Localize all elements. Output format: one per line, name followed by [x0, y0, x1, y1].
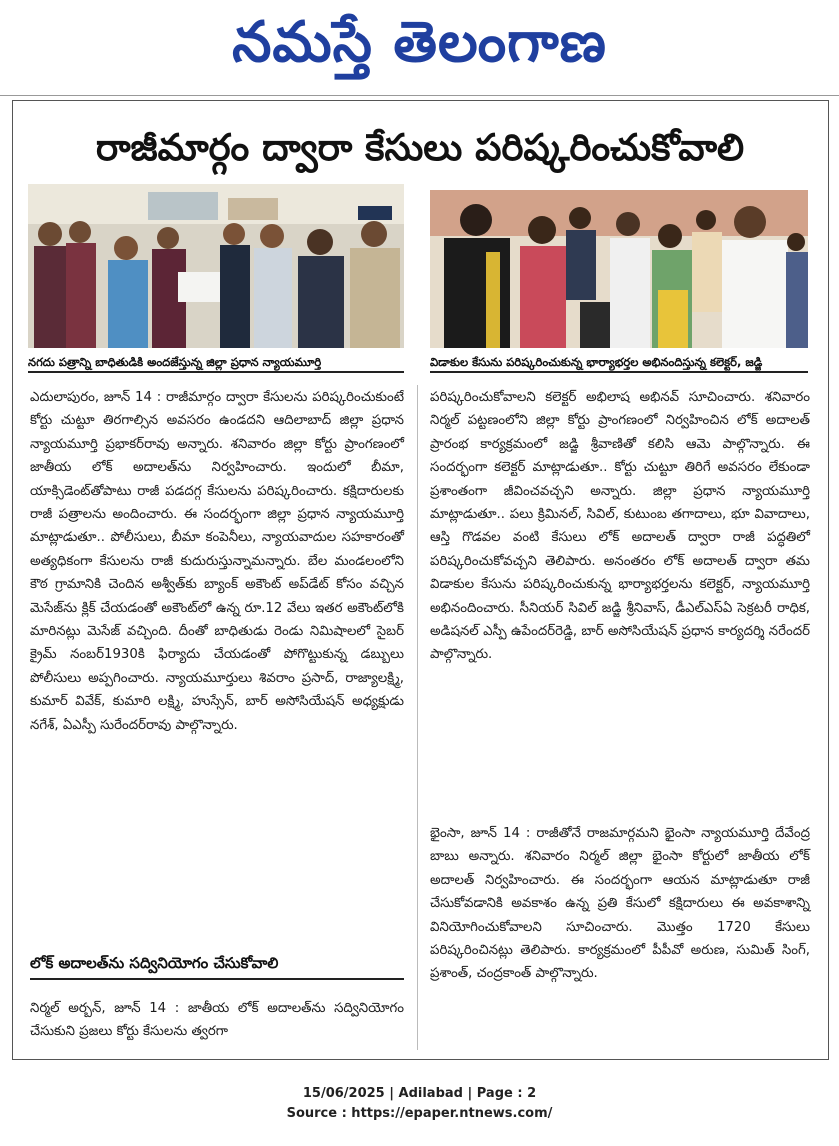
article-body-right: పరిష్కరించుకోవాలని కలెక్టర్ అభిలాష అభినవ్ సూచించారు. శనివారం నిర్మల్ పట్టణంలోని జిల్లా కోర్టు ప్రాంగణంలో నిర్వహించిన లోక్ అదాలత్ ప్రారంభ కార్యక్రమంలో జడ్జి శ్రీవాణితో కలిసి ఆమె పాల్గొన్నారు. ఈ సందర్భంగా కలెక్టర్ మాట్లాడుతూ.. కోర్టు చుట్టూ తిరిగే అవసరం లేకుండా ప్రశాంతంగా జీవించవచ్చని అన్నారు. జిల్లా ప్రధాన న్యాయమూర్తి మాట్లాడుతూ.. పలు క్రిమినల్, సివిల్, కుటుంబ తగాదాలు, భూ వివాదాలు, ఆస్తి గొడవల వంటి కేసులు లోక్ అదాలత్ ద్వారా రాజీ పద్ధతిలో పరిష్కరించుకోవచ్చని తెలిపారు. అనంతరం లోక్ అదాలత్ ద్వారా తమ విడాకుల కేసును పరిష్కరించుకున్న భార్యాభర్తలను కలెక్టర్, న్యాయమూర్తి అభినందించారు. సీనియర్ సివిల్ జడ్జి శ్రీనివాస్, డీఎల్‌ఎస్‌ఏ సెక్రటరీ రాధిక, అడిషనల్ ఎస్పీ ఉపేందర్‌రెడ్డి, బార్ అసోసియేషన్ ప్రధాన కార్యదర్శి నరేందర్ పాల్గొన్నారు. — [430, 390, 810, 663]
article-headline: రాజీమార్గం ద్వారా కేసులు పరిష్కరించుకోవాలి — [95, 126, 745, 169]
article-column-right-bhainsa — [430, 822, 810, 1052]
masthead-divider — [0, 95, 839, 96]
article-body-left-2: నిర్మల్ అర్బన్, జూన్ 14 : జాతీయ లోక్ అదాలత్‌ను సద్వినియోగం చేసుకుని ప్రజలు కోర్టు కేసులను త్వరగా — [30, 1001, 404, 1040]
article-column-left-continued — [30, 997, 404, 1052]
photo-right-image — [430, 190, 808, 348]
column-divider — [417, 385, 418, 1050]
photo-right — [430, 190, 808, 348]
article-body-left: ఎదులాపురం, జూన్ 14 : రాజీమార్గం ద్వారా కేసులను పరిష్కరించుకుంటే కోర్టు చుట్టూ తిరగాల్సిన అవసరం ఉండదని ఆదిలాబాద్ జిల్లా ప్రధాన న్యాయమూర్తి ప్రభాకర్‌రావు అన్నారు. శనివారం జిల్లా కోర్టు ప్రాంగణంలో జాతీయ లోక్ అదాలత్‌ను నిర్వహించారు. ఇందులో బీమా, యాక్సిడెంట్‌తోపాటు రాజీ పడదగ్గ కేసులను పరిష్కరించారు. కక్షిదారులకు రాజీ పత్రాలను అందించారు. ఈ సందర్భంగా జిల్లా ప్రధాన న్యాయమూర్తి మాట్లాడుతూ.. పోలీసులు, బీమా కంపెనీలు, న్యాయవాదుల సహకారంతో అత్యధికంగా కేసులను రాజీ కుదురుస్తున్నామన్నారు. బేల మండలంలోని కౌఠ గ్రామానికి చెందిన అశ్వీత్‌కు బ్యాంక్ అకౌంట్ అప్‌డేట్ కోసం వచ్చిన మెసేజ్‌ను క్లిక్ చేయడంతో అకౌంట్‌లో ఉన్న రూ.12 వేలు ఇతర అకౌంట్‌లోకి మారినట్లు మెసేజ్ వచ్చింది. దీంతో బాధితుడు రెండు నిమిషాలలో సైబర్ క్రైమ్ నంబర్1930కి ఫిర్యాదు చేయడంతో పోగొట్టుకున్న డబ్బులు పోలీసులు అప్పగించారు. న్యాయమూర్తులు శివరాం ప్రసాద్, రాజ్యాలక్ష్మి, కుమార్ వివేక్, కుమారి లక్ష్మి, హుస్సేన్, బార్ అసోసియేషన్ అధ్యక్షుడు నగేశ్, ఏఎస్పీ సురేందర్‌రావు పాల్గొన్నారు. — [30, 390, 404, 733]
photo-right-caption: విడాకుల కేసును పరిష్కరించుకున్న భార్యాభర్తల అభినందిస్తున్న కలెక్టర్, జడ్జి — [430, 355, 808, 373]
article-body-right-2: భైంసా, జూన్ 14 : రాజీతోనే రాజమార్గమని భైంసా న్యాయమూర్తి దేవేంద్ర బాబు అన్నారు. శనివారం నిర్మల్ జిల్లా భైంసా కోర్టులో జాతీయ లోక్ అదాలత్ నిర్వహించారు. ఈ సందర్భంగా ఆయన మాట్లాడుతూ రాజీ చేసుకోవడానికి అవకాశం ఉన్న ప్రతి కేసులో కక్షిదారులు ఈ అవకాశాన్ని వినియోగించుకోవాలని సూచించారు. మొత్తం 1720 కేసులు పరిష్కరించినట్లు తెలిపారు. కార్యక్రమంలో పీపీవో అరుణ, సుమిత్ సింగ్, ప్రశాంత్, చంద్రకాంత్ పాల్గొన్నారు. — [430, 826, 810, 982]
photo-left-caption: నగదు పత్రాన్ని బాధితుడికి అందజేస్తున్న జిల్లా ప్రధాన న్యాయమూర్తి — [28, 355, 404, 373]
photo-left-image — [28, 184, 404, 348]
photo-left — [28, 184, 404, 348]
article-column-left — [30, 386, 404, 946]
newspaper-logo: నమస్తే తెలంగాణ — [232, 10, 607, 75]
article-column-right — [430, 386, 810, 806]
article-subheadline: లోక్ అదాలత్‌ను సద్వినియోగం చేసుకోవాలి — [30, 952, 404, 980]
masthead — [0, 0, 839, 90]
footer-source-link[interactable]: Source : https://epaper.ntnews.com/ — [286, 1106, 553, 1121]
footer-date-line: 15/06/2025 | Adilabad | Page : 2 — [302, 1086, 537, 1101]
